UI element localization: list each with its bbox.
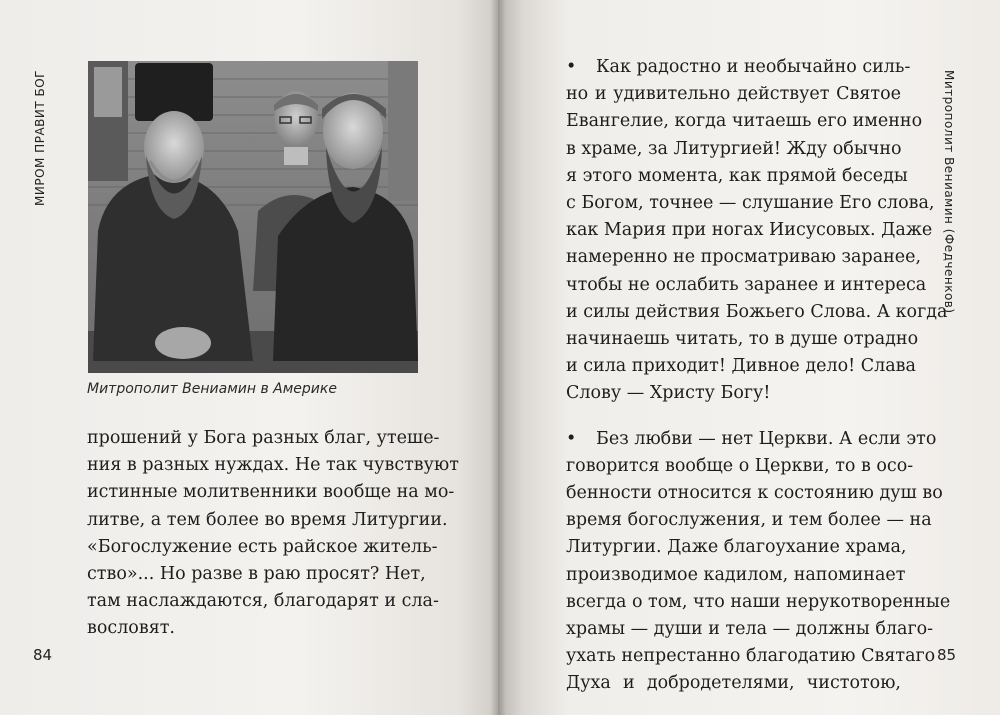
running-head-left: МИРОМ ПРАВИТ БОГ [33, 70, 47, 206]
text-line: всегда о том, что наши нерукотворенные [566, 591, 951, 612]
text-line: ухать непрестанно благодатию Святаго [566, 646, 936, 667]
text-line: я этого момента, как прямой беседы [566, 165, 908, 186]
text-line: Евангелие, когда читаешь его именно [566, 111, 923, 132]
text-line: Литургии. Даже благоухание храма, [566, 537, 907, 558]
text-line: прошений у Бога разных благ, утеше- [87, 428, 440, 448]
text-line: там наслаждаются, благодарят и сла- [87, 591, 439, 612]
text-line: ния в разных нуждах. Не так чувствуют [87, 455, 459, 476]
text-line: истинные молитвенники вообще на мо- [87, 482, 455, 503]
text-line: «Богослужение есть райское житель- [87, 536, 438, 557]
left-page [0, 0, 498, 715]
text-line: бенности относится к состоянию душ во [566, 483, 943, 504]
bullet-icon: • [566, 57, 577, 77]
text-line: и силы действия Божьего Слова. А когда [566, 301, 948, 322]
text-line: литве, а тем более во время Литургии. [87, 509, 448, 530]
text-line: храмы — души и тела — должны благо- [566, 619, 934, 640]
text-line: • Как радостно и необычайно силь- [566, 54, 901, 81]
text-line: производимое кадилом, напоминает [566, 564, 906, 585]
text-line: намеренно не просматриваю заранее, [566, 247, 922, 268]
text-line: время богослужения, и тем более — на [566, 510, 932, 531]
text-line: говорится вообще о Церкви, то в осо- [566, 455, 914, 476]
text-line: начинаешь читать, то в душе отрадно [566, 329, 919, 350]
left-body-text [87, 425, 459, 643]
running-head-right: Митрополит Вениамин (Федченков) [942, 70, 956, 314]
page-number-right: 85 [937, 646, 957, 664]
text-line: и сила приходит! Дивное дело! Слава [566, 356, 916, 377]
text-line: вословят. [87, 618, 175, 639]
book-gutter [490, 0, 506, 715]
page-number-left: 84 [33, 646, 53, 664]
text-line: • Без любви — нет Церкви. А если это [566, 426, 901, 453]
text-line: чтобы не ослабить заранее и интереса [566, 274, 927, 295]
text-line: Слову — Христу Богу! [566, 383, 771, 404]
right-page [498, 0, 1000, 715]
text-line: ство»... Но разве в раю просят? Нет, [87, 564, 426, 585]
paragraph-1 [566, 54, 948, 408]
text-line: с Богом, точнее — слушание Его слова, [566, 193, 935, 214]
text-line: в храме, за Литургией! Жду обычно [566, 138, 902, 159]
text-line: Духа и добродетелями, чистотою, [566, 673, 901, 694]
photo-metropolitan-in-america [88, 61, 418, 373]
text-line: но и удивительно действует Святое [566, 84, 901, 105]
text-line: как Мария при ногах Иисусовых. Даже [566, 220, 933, 241]
bullet-icon: • [566, 428, 577, 449]
photo-caption: Митрополит Вениамин в Америке [87, 381, 337, 397]
photo-image [88, 61, 418, 373]
